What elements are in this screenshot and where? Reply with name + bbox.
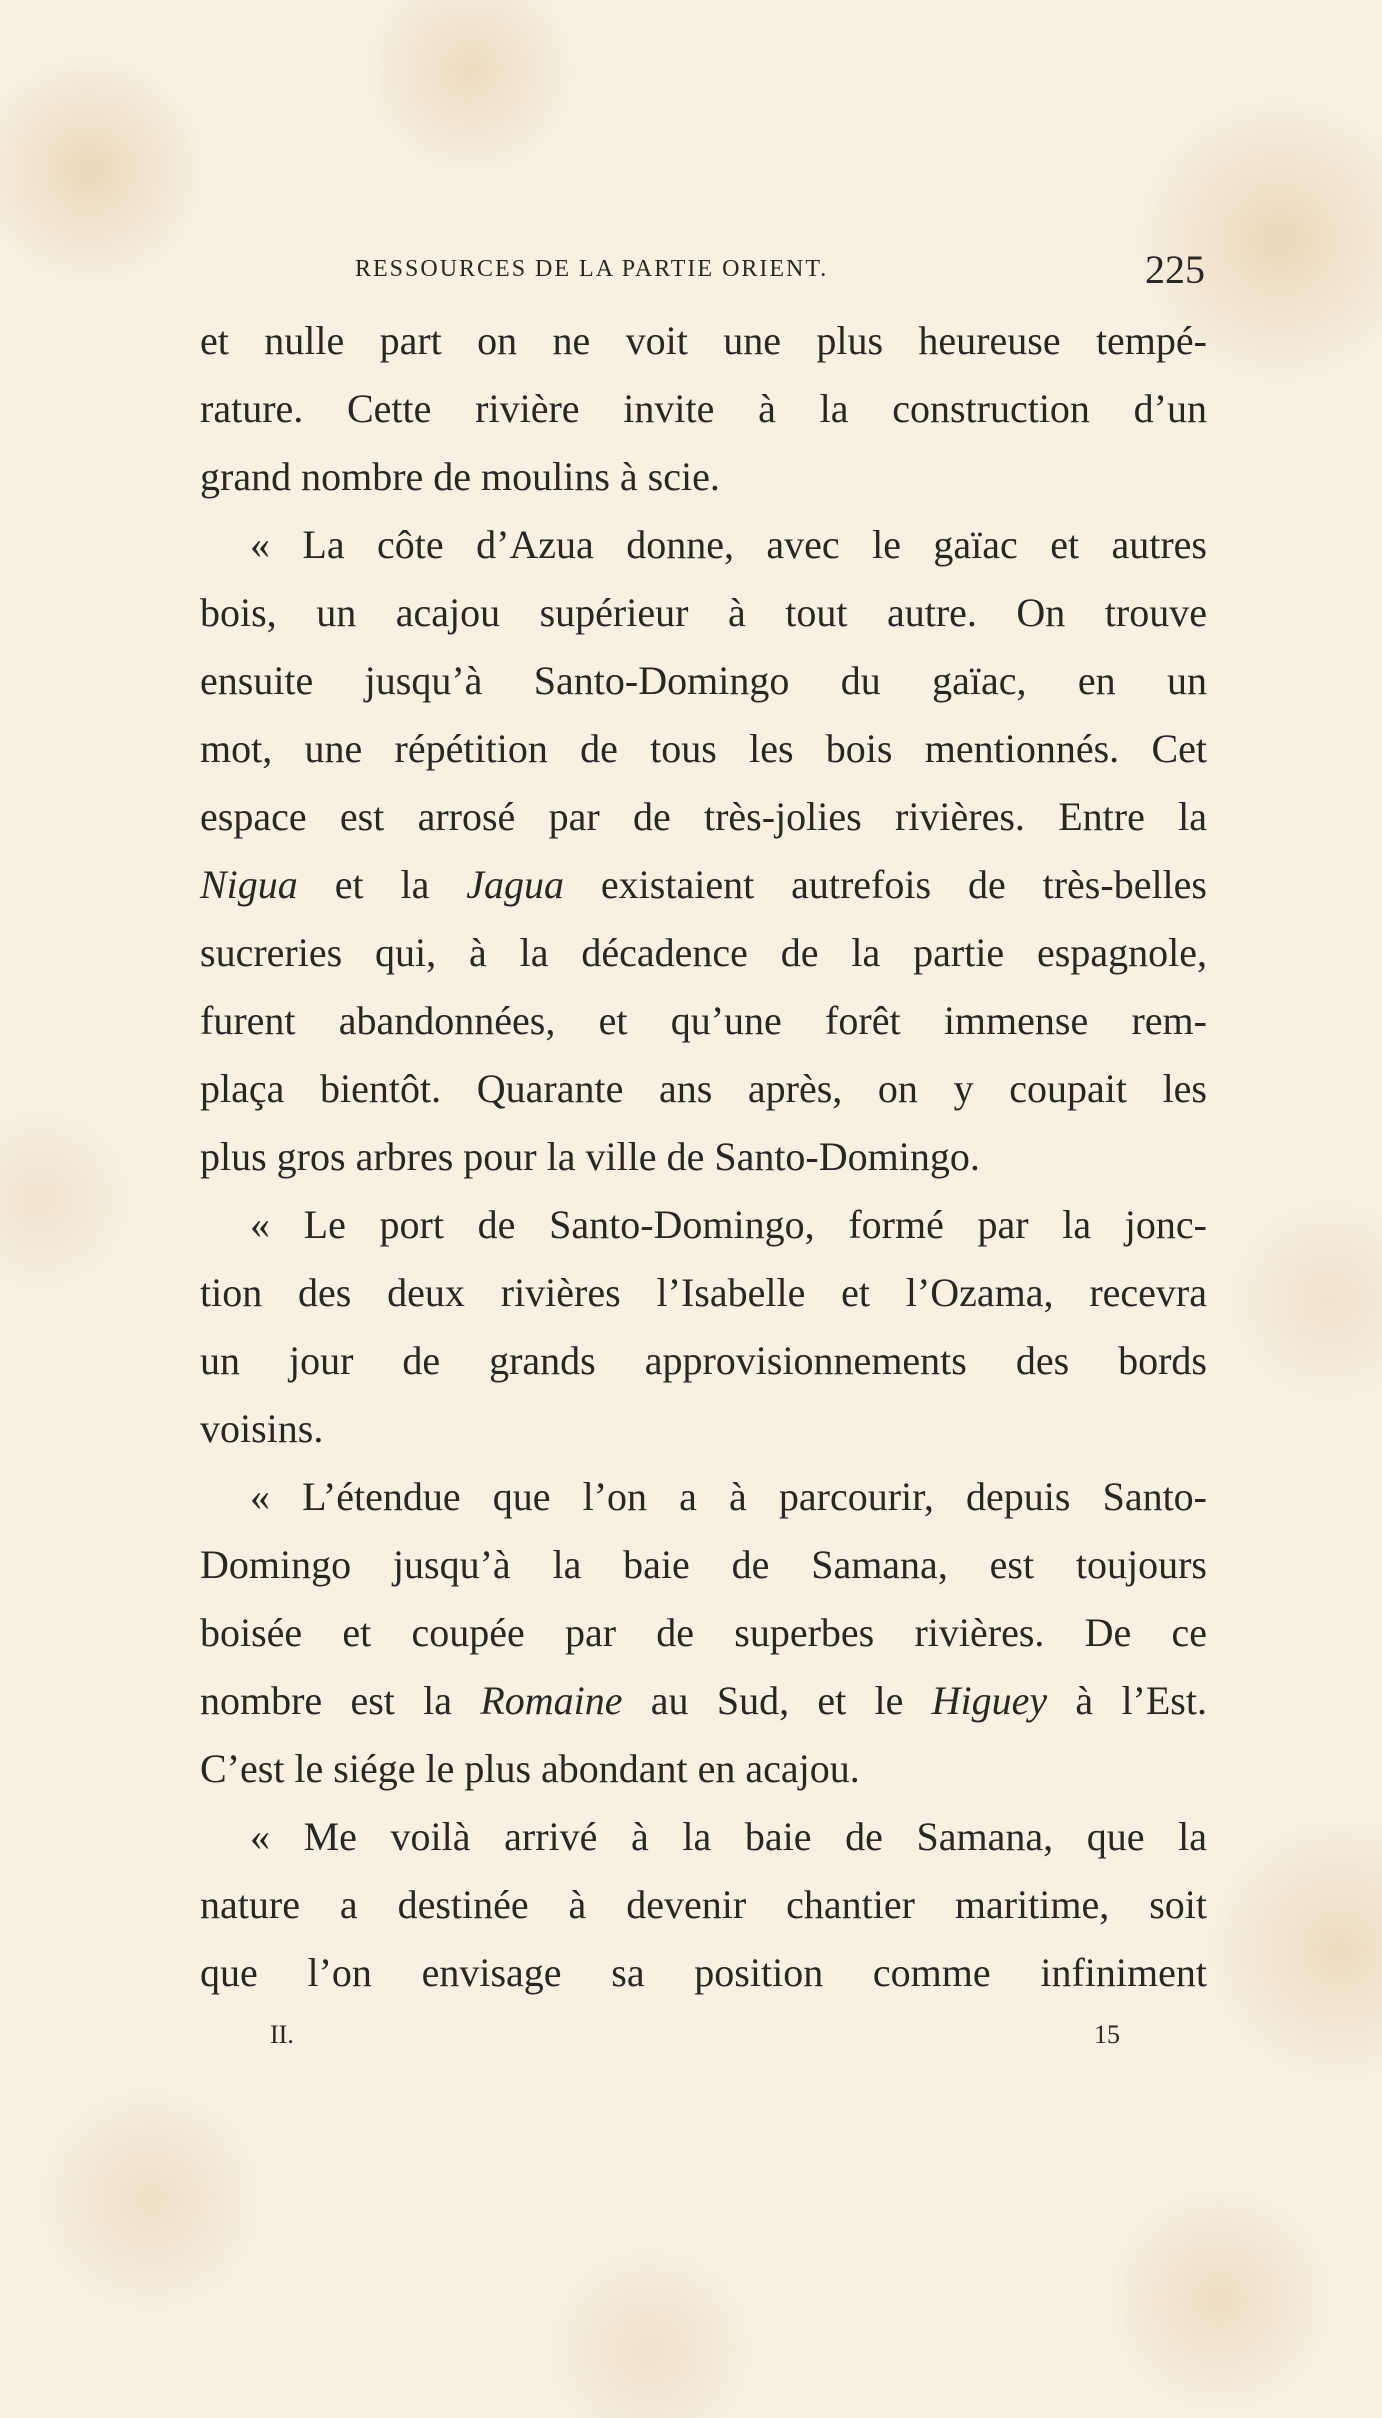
page-header	[355, 246, 1205, 296]
text-line: boisée et coupée par de superbes rivières. De ce	[200, 1610, 1207, 1655]
text-line	[200, 851, 1207, 919]
italic-word: Jagua	[466, 862, 565, 907]
text-line: C’est le siége le plus abondant en acajou.	[200, 1746, 860, 1791]
text-line: sucreries qui, à la décadence de la partie espagnole,	[200, 930, 1207, 975]
text-line	[200, 1667, 1207, 1735]
text-line: mot, une répétition de tous les bois mentionnés. Cet	[200, 726, 1207, 771]
page-number: 225	[1145, 247, 1205, 292]
text-line: « Me voilà arrivé à la baie de Samana, que la	[250, 1814, 1207, 1859]
text-line: « L’étendue que l’on a à parcourir, depuis Santo-	[250, 1474, 1207, 1519]
text-line: Domingo jusqu’à la baie de Samana, est toujours	[200, 1542, 1207, 1587]
text-segment: à l’Est.	[1047, 1678, 1207, 1723]
text-line: « Le port de Santo-Domingo, formé par la jonc-	[250, 1202, 1207, 1247]
text-line: bois, un acajou supérieur à tout autre. On trouve	[200, 590, 1207, 635]
text-line: plaça bientôt. Quarante ans après, on y coupait les	[200, 1066, 1207, 1111]
text-line: voisins.	[200, 1406, 324, 1451]
page-footer	[270, 2020, 1120, 2060]
italic-word: Nigua	[200, 862, 298, 907]
italic-word: Higuey	[931, 1678, 1048, 1723]
text-line: plus gros arbres pour la ville de Santo-Domingo.	[200, 1134, 980, 1179]
text-line: un jour de grands approvisionnements des bords	[200, 1338, 1207, 1383]
text-line: que l’on envisage sa position comme infiniment	[200, 1950, 1207, 1995]
body-text	[200, 307, 1207, 2007]
text-line: ensuite jusqu’à Santo-Domingo du gaïac, en un	[200, 658, 1207, 703]
running-title: RESSOURCES DE LA PARTIE ORIENT.	[355, 256, 829, 282]
text-segment: nombre est la	[200, 1678, 481, 1723]
text-line: rature. Cette rivière invite à la construction d’un	[200, 386, 1207, 431]
signature-mark: II.	[270, 2020, 294, 2049]
text-line: tion des deux rivières l’Isabelle et l’Ozama, recevra	[200, 1270, 1207, 1315]
text-segment: au Sud, et le	[622, 1678, 932, 1723]
text-segment: et la	[297, 862, 467, 907]
text-line: nature a destinée à devenir chantier maritime, soit	[200, 1882, 1207, 1927]
italic-word: Romaine	[480, 1678, 623, 1723]
text-line: « La côte d’Azua donne, avec le gaïac et autres	[250, 522, 1207, 567]
signature-number: 15	[1094, 2020, 1120, 2049]
text-line: furent abandonnées, et qu’une forêt immense rem-	[200, 998, 1207, 1043]
text-line: et nulle part on ne voit une plus heureuse tempé-	[200, 318, 1207, 363]
text-segment: existaient autrefois de très-belles	[564, 862, 1207, 907]
text-line: espace est arrosé par de très-jolies rivières. Entre la	[200, 794, 1207, 839]
text-line: grand nombre de moulins à scie.	[200, 454, 720, 499]
